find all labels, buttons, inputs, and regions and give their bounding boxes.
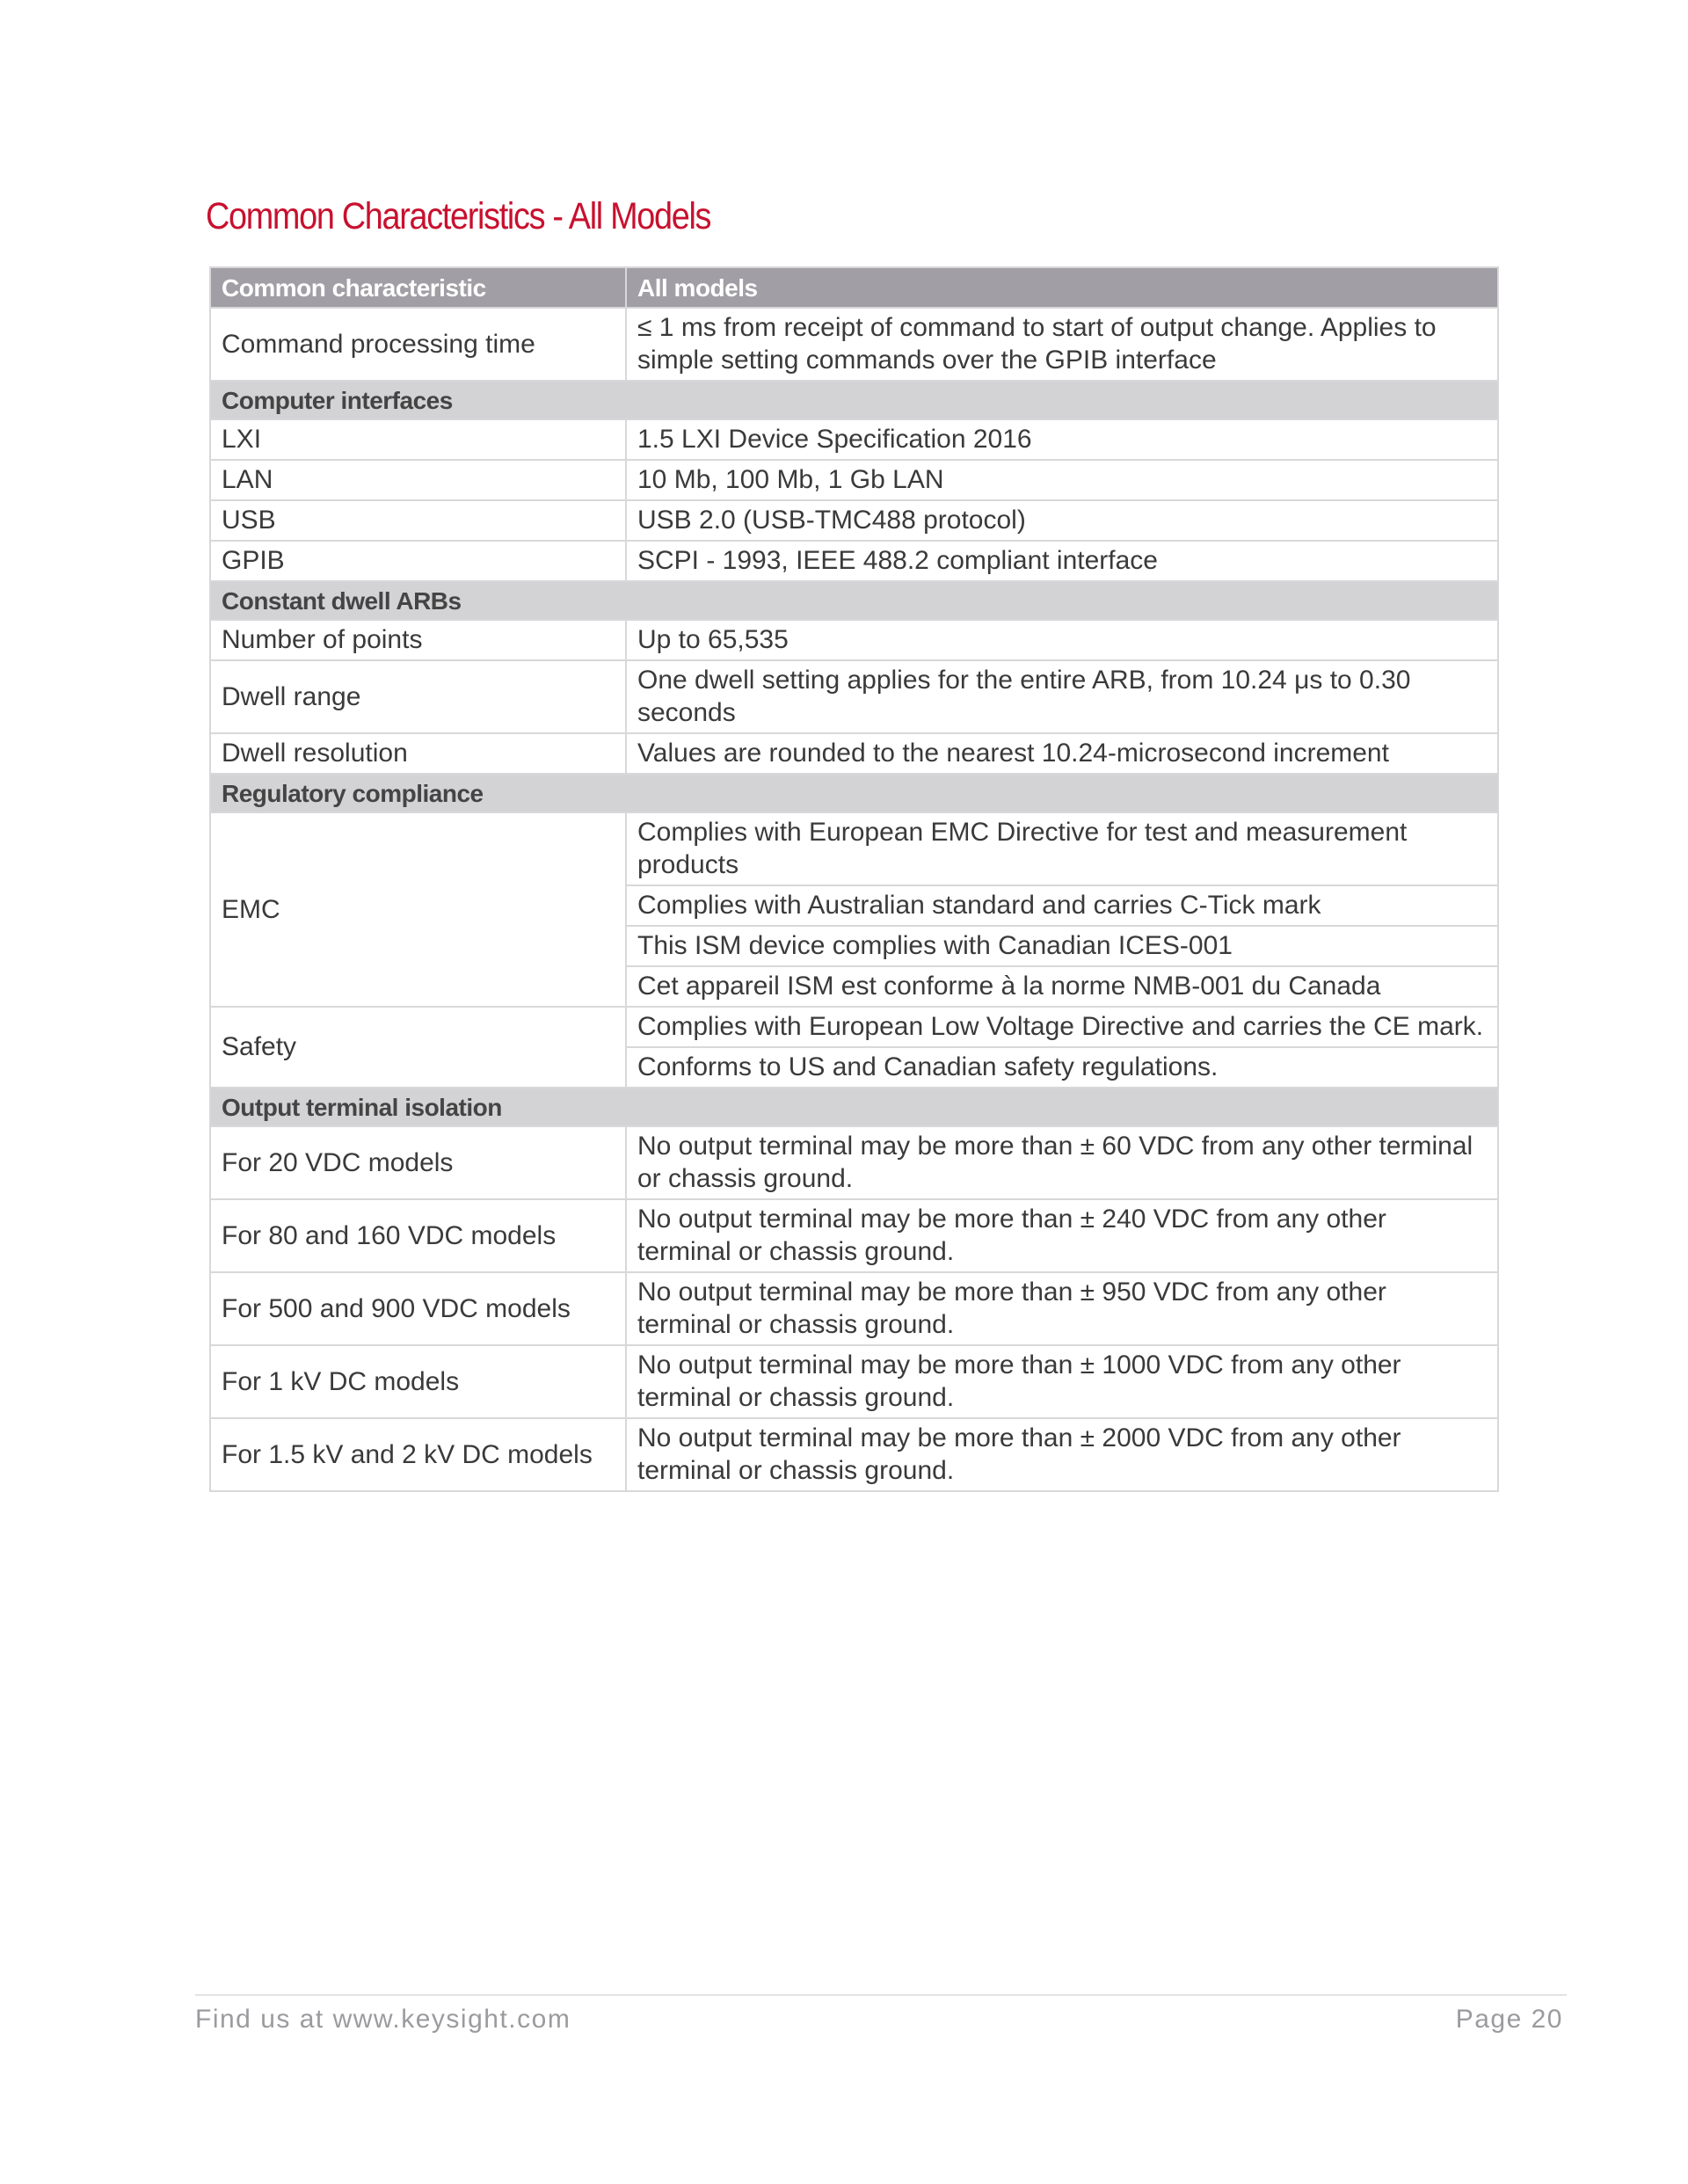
table-row xyxy=(210,1199,1498,1272)
row-value: Up to 65,535 xyxy=(626,620,1498,660)
row-label: USB xyxy=(210,500,626,541)
section-heading: Computer interfaces xyxy=(210,381,1498,419)
section-heading: Constant dwell ARBs xyxy=(210,581,1498,620)
row-label: Number of points xyxy=(210,620,626,660)
row-value: Cet appareil ISM est conforme à la norme NMB-001 du Canada xyxy=(626,966,1498,1007)
row-label: Dwell resolution xyxy=(210,733,626,774)
section-constant-dwell xyxy=(210,581,1498,620)
row-value: Complies with European Low Voltage Directive and carries the CE mark. xyxy=(626,1007,1498,1047)
section-regulatory xyxy=(210,774,1498,812)
table-row xyxy=(210,1272,1498,1345)
row-value: SCPI - 1993, IEEE 488.2 compliant interface xyxy=(626,541,1498,581)
table-row xyxy=(210,460,1498,500)
row-value: USB 2.0 (USB-TMC488 protocol) xyxy=(626,500,1498,541)
row-label: GPIB xyxy=(210,541,626,581)
header-all-models: All models xyxy=(626,267,1498,308)
table-row xyxy=(210,1345,1498,1418)
characteristics-table xyxy=(209,266,1499,1492)
table-row xyxy=(210,419,1498,460)
row-label: For 1 kV DC models xyxy=(210,1345,626,1418)
row-label: Dwell range xyxy=(210,660,626,733)
footer-website-link[interactable]: Find us at www.keysight.com xyxy=(195,2005,571,2034)
table-row xyxy=(210,660,1498,733)
page-title: Common Characteristics - All Models xyxy=(206,195,711,237)
table-row xyxy=(210,1418,1498,1491)
row-label: Safety xyxy=(210,1007,626,1088)
row-value: Complies with Australian standard and carries C-Tick mark xyxy=(626,885,1498,926)
table-row xyxy=(210,733,1498,774)
row-value: Complies with European EMC Directive for test and measurement products xyxy=(626,812,1498,885)
row-value: This ISM device complies with Canadian ICES-001 xyxy=(626,926,1498,966)
table-row xyxy=(210,1126,1498,1199)
table-row-command-processing xyxy=(210,308,1498,381)
row-value: No output terminal may be more than ± 950 VDC from any other terminal or chassis ground. xyxy=(626,1272,1498,1345)
row-value: 10 Mb, 100 Mb, 1 Gb LAN xyxy=(626,460,1498,500)
section-heading: Output terminal isolation xyxy=(210,1088,1498,1126)
row-label: For 500 and 900 VDC models xyxy=(210,1272,626,1345)
table-row xyxy=(210,620,1498,660)
row-label: For 1.5 kV and 2 kV DC models xyxy=(210,1418,626,1491)
header-characteristic: Common characteristic xyxy=(210,267,626,308)
row-label: Command processing time xyxy=(210,308,626,381)
row-value: No output terminal may be more than ± 60 VDC from any other terminal or chassis ground. xyxy=(626,1126,1498,1199)
row-label: EMC xyxy=(210,812,626,1007)
section-output-isolation xyxy=(210,1088,1498,1126)
table-row xyxy=(210,541,1498,581)
row-value: No output terminal may be more than ± 2000 VDC from any other terminal or chassis ground. xyxy=(626,1418,1498,1491)
row-value: No output terminal may be more than ± 240 VDC from any other terminal or chassis ground. xyxy=(626,1199,1498,1272)
row-label: LAN xyxy=(210,460,626,500)
footer-divider xyxy=(195,1994,1567,1996)
table-row xyxy=(210,500,1498,541)
section-heading: Regulatory compliance xyxy=(210,774,1498,812)
page-number: Page 20 xyxy=(1455,2005,1563,2034)
table-header-row xyxy=(210,267,1498,308)
table-row-safety xyxy=(210,1007,1498,1047)
row-label: LXI xyxy=(210,419,626,460)
row-label: For 20 VDC models xyxy=(210,1126,626,1199)
row-value: No output terminal may be more than ± 1000 VDC from any other terminal or chassis ground. xyxy=(626,1345,1498,1418)
row-value: ≤ 1 ms from receipt of command to start of output change. Applies to simple setting commands over the GPIB interface xyxy=(626,308,1498,381)
row-value: 1.5 LXI Device Specification 2016 xyxy=(626,419,1498,460)
row-value: One dwell setting applies for the entire ARB, from 10.24 μs to 0.30 seconds xyxy=(626,660,1498,733)
table-row-emc xyxy=(210,812,1498,885)
section-computer-interfaces xyxy=(210,381,1498,419)
row-label: For 80 and 160 VDC models xyxy=(210,1199,626,1272)
row-value: Conforms to US and Canadian safety regulations. xyxy=(626,1047,1498,1088)
row-value: Values are rounded to the nearest 10.24-microsecond increment xyxy=(626,733,1498,774)
